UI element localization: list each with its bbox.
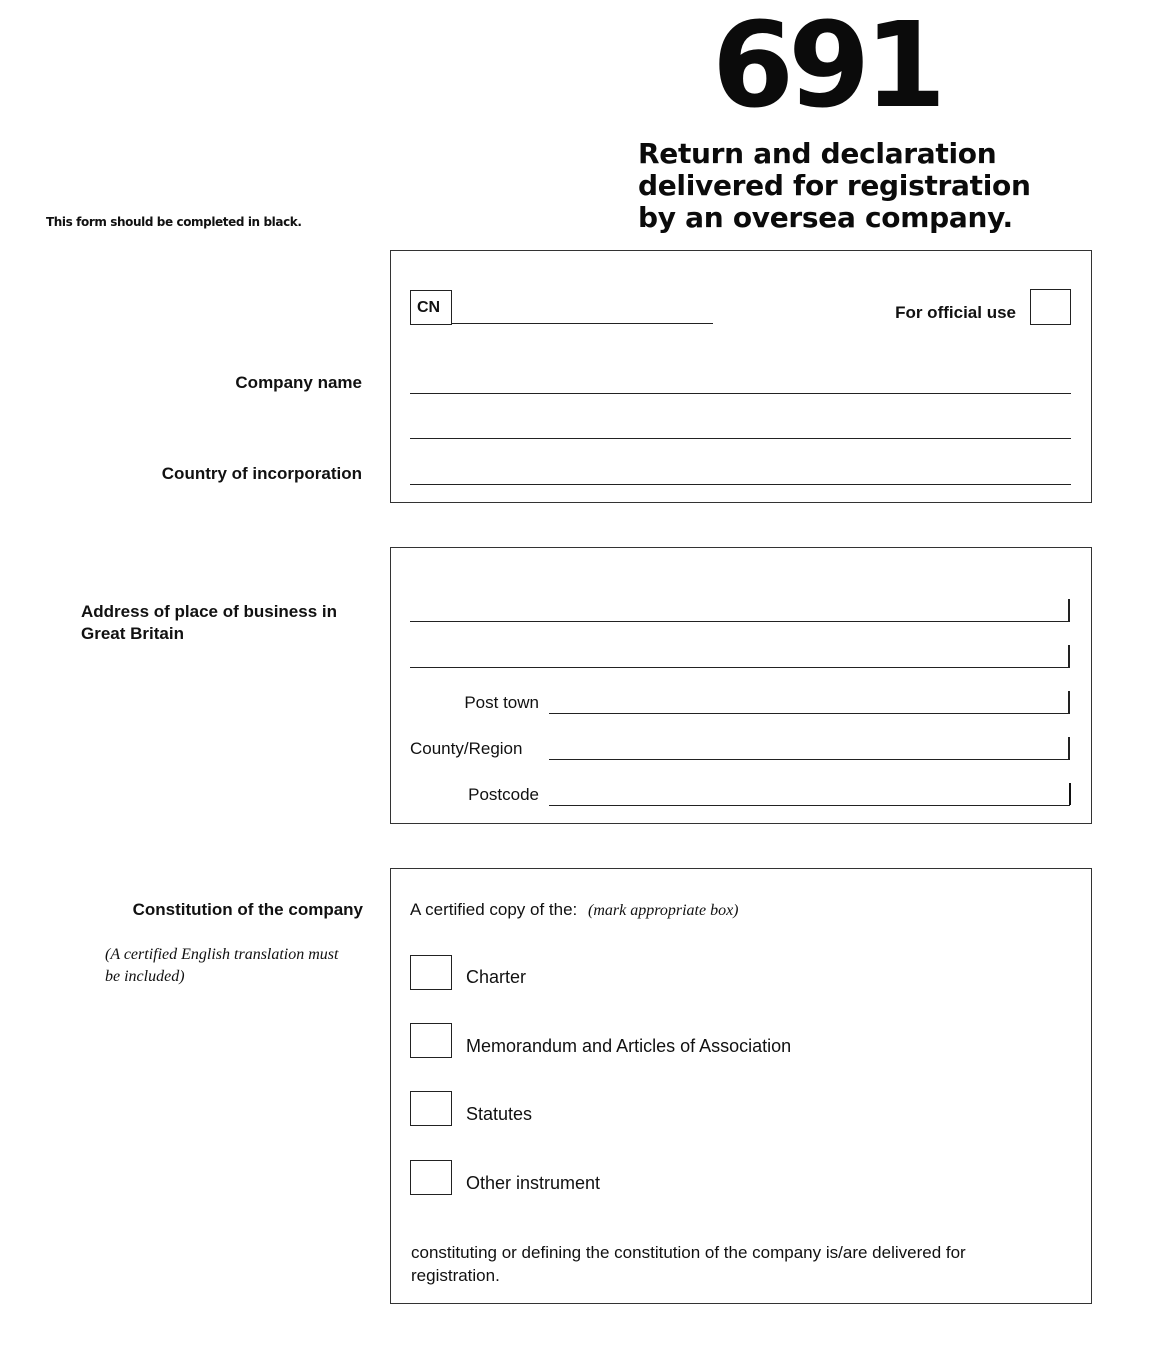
official-use-box: [1030, 289, 1071, 325]
post-town-field[interactable]: [549, 713, 1070, 714]
post-town-label: Post town: [464, 693, 539, 712]
other-instrument-option-label: Other instrument: [466, 1173, 601, 1193]
certified-copy-intro: [410, 899, 739, 922]
company-name-field-line-2[interactable]: [410, 438, 1071, 439]
constitution-box: [390, 868, 1092, 1304]
charter-option-label: Charter: [466, 967, 527, 987]
translation-note: [105, 944, 375, 988]
form-number: 691: [712, 0, 941, 134]
statutes-checkbox[interactable]: [410, 1091, 452, 1126]
county-region-label: County/Region: [410, 739, 523, 758]
address-line-1-field[interactable]: [410, 621, 1070, 622]
memorandum-articles-option-label: Memorandum and Articles of Association: [466, 1036, 792, 1056]
cn-label-box: CN: [410, 290, 452, 325]
certified-copy-intro-text: A certified copy of the:: [410, 900, 578, 919]
closing-text-line-2: registration.: [411, 1266, 500, 1285]
other-instrument-checkbox[interactable]: [410, 1160, 452, 1195]
form-title: [638, 138, 1058, 234]
field-end-marker: [1068, 691, 1070, 713]
closing-text-line-1: constituting or defining the constitution of the company is/are delivered for: [411, 1243, 966, 1262]
official-use-label: For official use: [895, 303, 1016, 322]
field-end-marker: [1068, 599, 1070, 621]
field-end-marker: [1068, 737, 1070, 759]
county-region-field[interactable]: [549, 759, 1070, 760]
constitution-section-label: Constitution of the company: [132, 900, 363, 919]
address-box: [390, 547, 1092, 824]
mark-box-note: (mark appropriate box): [588, 902, 739, 919]
translation-note-line-2: be included): [105, 968, 185, 985]
company-details-box: [390, 250, 1092, 503]
address-label-line-1: Address of place of business in: [81, 602, 338, 621]
cn-number-field[interactable]: [452, 323, 713, 324]
country-of-incorporation-field[interactable]: [410, 484, 1071, 485]
form-title-line-1: Return and declaration: [638, 137, 997, 170]
postcode-field[interactable]: [549, 805, 1070, 806]
form-title-line-3: by an oversea company.: [638, 201, 1013, 234]
address-section-label: [81, 601, 381, 645]
form-title-line-2: delivered for registration: [638, 169, 1031, 202]
country-of-incorporation-label: Country of incorporation: [161, 464, 362, 483]
statutes-option-label: Statutes: [466, 1104, 533, 1124]
company-name-field-line-1[interactable]: [410, 393, 1071, 394]
postcode-label: Postcode: [468, 785, 539, 804]
translation-note-line-1: (A certified English translation must: [105, 946, 339, 963]
constitution-closing-text: [411, 1241, 966, 1287]
address-label-line-2: Great Britain: [81, 624, 184, 643]
field-end-marker: [1069, 783, 1071, 805]
address-line-2-field[interactable]: [410, 667, 1070, 668]
charter-checkbox[interactable]: [410, 955, 452, 990]
completion-instruction: This form should be completed in black.: [46, 215, 302, 229]
company-name-label: Company name: [235, 373, 362, 392]
memorandum-articles-checkbox[interactable]: [410, 1023, 452, 1058]
field-end-marker: [1068, 645, 1070, 667]
